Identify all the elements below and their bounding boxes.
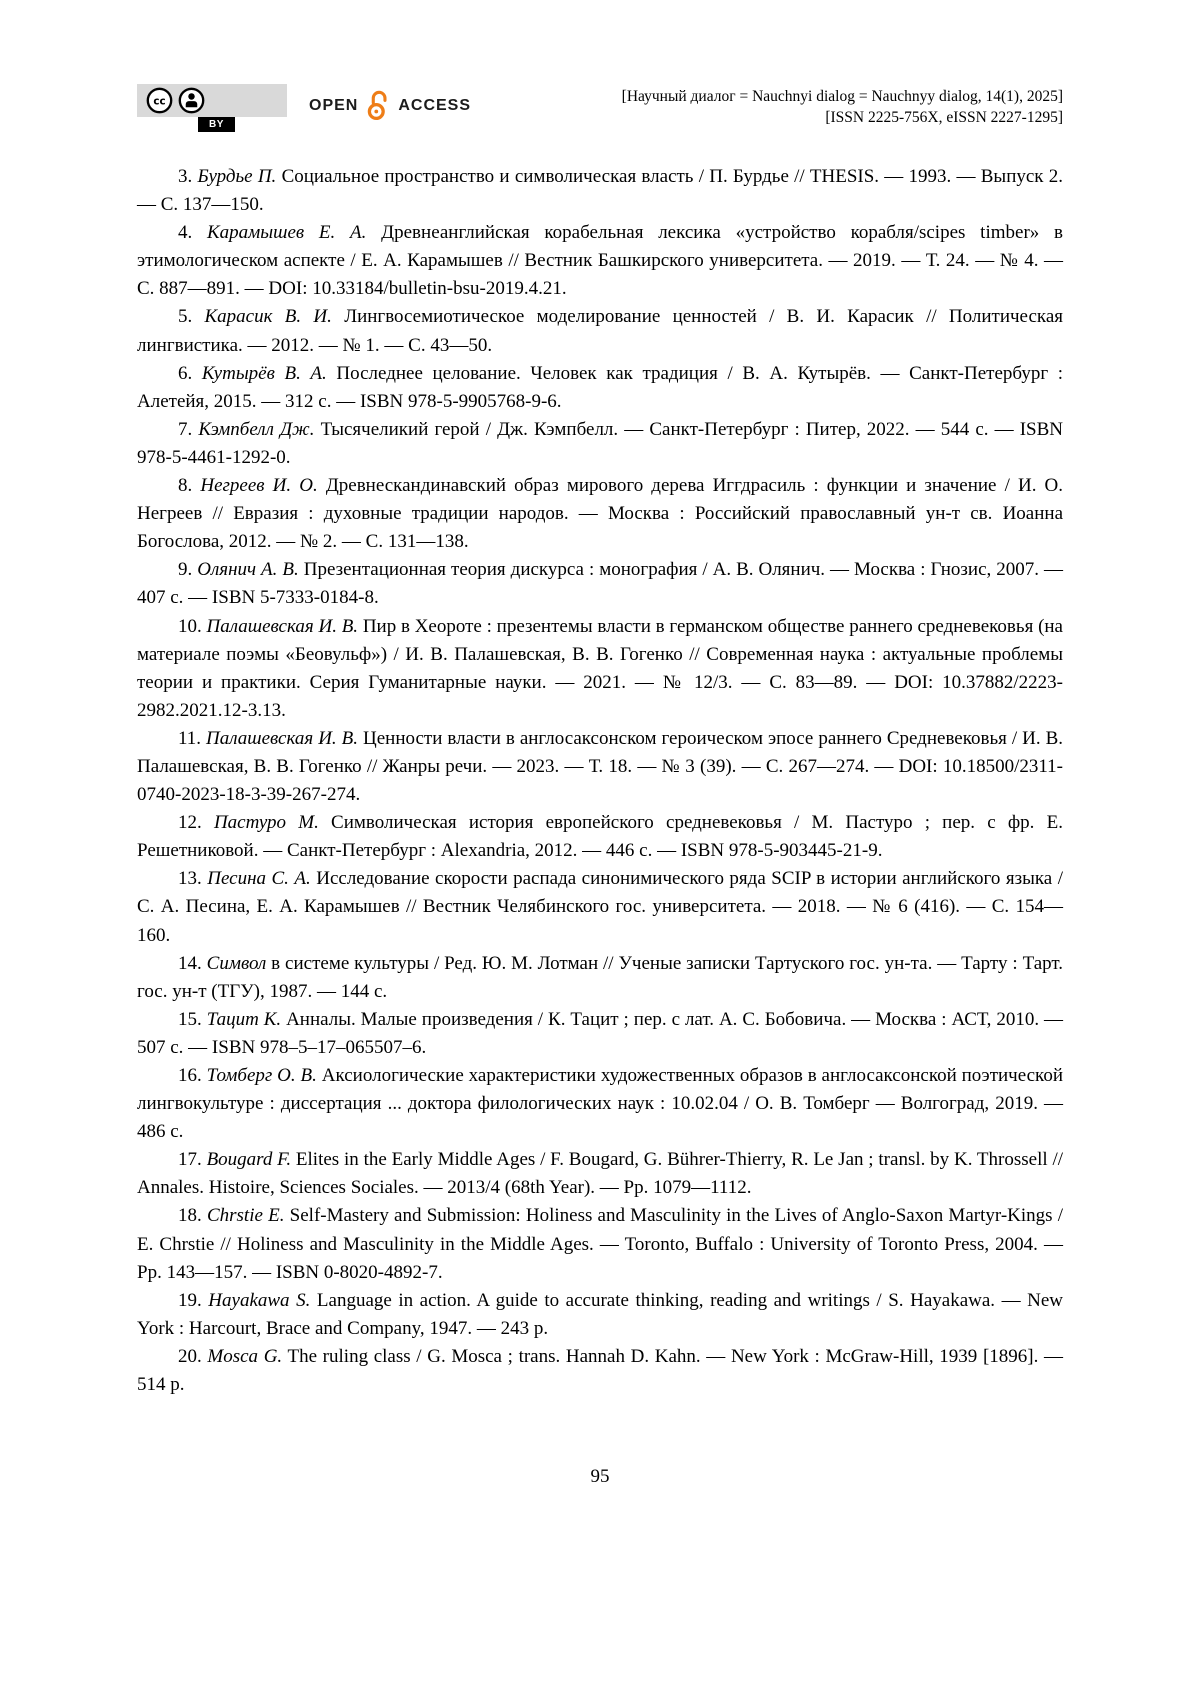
journal-issn-line: [ISSN 2225-756X, eISSN 2227-1295] bbox=[825, 109, 1063, 126]
reference-item bbox=[137, 360, 1063, 416]
reference-item bbox=[137, 1062, 1063, 1146]
reference-item bbox=[137, 1343, 1063, 1399]
reference-item bbox=[137, 303, 1063, 359]
reference-text: Древнескандинавский образ мирового дерева Иггдрасиль : функции и значение / И. О. Негреев // Евразия : духовные традиции народов. — Москва : Российский православный ун-т св. Иоанна Богослова, 2012. — № 2. — С. 131—138. bbox=[137, 475, 1064, 553]
reference-author: Карамышев Е. А. bbox=[207, 222, 367, 244]
cc-icon bbox=[146, 87, 173, 114]
reference-number: 16. bbox=[178, 1065, 202, 1086]
reference-text: Последнее целование. Человек как традиция / В. А. Кутырёв. — Санкт-Петербург : Алетейя, 2015. — 312 с. — ISBN 978-5-9905768-9-6. bbox=[137, 362, 1064, 412]
reference-number: 17. bbox=[178, 1149, 202, 1171]
reference-author: Карасик В. И. bbox=[204, 306, 332, 328]
reference-item bbox=[137, 219, 1063, 303]
reference-item bbox=[137, 865, 1063, 949]
reference-author: Пастуро М. bbox=[213, 812, 319, 834]
reference-text: Исследование скорости распада синонимического ряда SCIP в истории английского языка / С. А. Песина, Е. А. Карамышев // Вестник Челябинского гос. университета. — 2018. — № 6 (416). — С. 154—160. bbox=[137, 868, 1063, 946]
reference-text: Древнеанглийская корабельная лексика «устройство корабля/scipes timber» в этимологическом аспекте / Е. А. Карамышев // Вестник Башкирского университета. — 2019. — Т. 24. — № 4. — С. 887—891. — DOI: 10.33184/bulletin-bsu-2019.4.21. bbox=[137, 222, 1063, 300]
reference-author: Hayakawa S. bbox=[208, 1289, 311, 1311]
reference-text: Elites in the Early Middle Ages / F. Bougard, G. Bührer-Thierry, R. Le Jan ; transl. by K. Throssell // Annales. Histoire, Sciences Sociales. — 2013/4 (68th Year). — Pp. 1079—1112. bbox=[137, 1149, 1064, 1199]
reference-text: Тысячеликий герой / Дж. Кэмпбелл. — Санкт-Петербург : Питер, 2022. — 544 с. — ISBN 978-5-4461-1292-0. bbox=[137, 418, 1063, 468]
cc-badge-icons bbox=[137, 84, 287, 117]
reference-number: 4. bbox=[178, 222, 193, 244]
reference-item bbox=[137, 472, 1063, 556]
reference-author: Песина С. А. bbox=[207, 868, 311, 890]
journal-info bbox=[622, 86, 1063, 128]
cc-by-badge bbox=[137, 84, 287, 132]
reference-author: Палашевская И. В. bbox=[206, 615, 359, 637]
reference-number: 18. bbox=[178, 1205, 202, 1227]
person-icon bbox=[178, 87, 205, 114]
reference-number: 15. bbox=[178, 1008, 202, 1030]
journal-title-line: [Научный диалог = Nauchnyi dialog = Nauchnyy dialog, 14(1), 2025] bbox=[621, 88, 1063, 105]
reference-text: Социальное пространство и символическая власть / П. Бурдье // THESIS. — 1993. — Выпуск 2. — С. 137—150. bbox=[137, 166, 1064, 216]
reference-author: Бурдье П. bbox=[197, 166, 277, 187]
reference-text: Анналы. Малые произведения / К. Тацит ; пер. с лат. А. С. Бобовича. — Москва : АСТ, 2010. — 507 с. — ISBN 978–5–17–065507–6. bbox=[137, 1008, 1064, 1058]
reference-number: 8. bbox=[178, 475, 193, 497]
svg-text:cc: cc bbox=[153, 95, 166, 108]
reference-text: Лингвосемиотическое моделирование ценностей / В. И. Карасик // Политическая лингвистика. — 2012. — № 1. — С. 43—50. bbox=[137, 306, 1064, 356]
reference-author: Кутырёв В. А. bbox=[201, 362, 327, 384]
reference-author: Тацит К. bbox=[206, 1008, 282, 1030]
reference-text: в системе культуры / Ред. Ю. М. Лотман // Ученые записки Тартуского гос. ун-та. — Тарту : Тарт. гос. ун-т (ТГУ), 1987. — 144 с. bbox=[137, 952, 1064, 1002]
reference-number: 10. bbox=[178, 615, 202, 637]
reference-number: 13. bbox=[178, 868, 202, 890]
reference-number: 14. bbox=[178, 952, 202, 974]
reference-author: Символ bbox=[206, 952, 267, 974]
reference-number: 11. bbox=[178, 727, 202, 749]
reference-number: 6. bbox=[178, 362, 193, 384]
reference-item bbox=[137, 416, 1063, 472]
reference-item bbox=[137, 163, 1063, 219]
reference-item bbox=[137, 1146, 1063, 1202]
reference-item bbox=[137, 1006, 1063, 1062]
reference-author: Кэмпбелл Дж. bbox=[198, 418, 315, 440]
reference-number: 9. bbox=[178, 559, 193, 581]
references-list bbox=[137, 163, 1063, 1399]
reference-item bbox=[137, 950, 1063, 1006]
reference-text: Self-Mastery and Submission: Holiness and Masculinity in the Lives of Anglo-Saxon Martyr-Kings / E. Chrstie // Holiness and Masculinity in the Middle Ages. — Toronto, Buffalo : University of Toronto Press, 2004. — Pp. 143—157. — ISBN 0-8020-4892-7. bbox=[137, 1205, 1064, 1283]
reference-author: Томберг О. В. bbox=[206, 1065, 317, 1086]
reference-item bbox=[137, 556, 1063, 612]
reference-number: 7. bbox=[178, 418, 193, 440]
open-access-open-label: OPEN bbox=[309, 96, 359, 114]
reference-author: Bougard F. bbox=[206, 1149, 292, 1171]
reference-item bbox=[137, 809, 1063, 865]
reference-item bbox=[137, 613, 1063, 725]
reference-author: Mosca G. bbox=[207, 1345, 283, 1367]
page-number: 95 bbox=[590, 1466, 610, 1487]
reference-author: Chrstie E. bbox=[206, 1205, 285, 1227]
reference-text: Презентационная теория дискурса : монография / А. В. Олянич. — Москва : Гнозис, 2007. — 407 с. — ISBN 5-7333-0184-8. bbox=[137, 559, 1063, 609]
open-access-access-label: ACCESS bbox=[398, 96, 472, 114]
reference-author: Негреев И. О. bbox=[200, 475, 318, 497]
open-lock-icon bbox=[365, 90, 391, 121]
reference-number: 20. bbox=[178, 1345, 202, 1367]
reference-number: 12. bbox=[178, 812, 202, 834]
open-access-logo bbox=[309, 90, 471, 121]
reference-text: The ruling class / G. Mosca ; trans. Hannah D. Kahn. — New York : McGraw-Hill, 1939 [1896]. — 514 p. bbox=[137, 1345, 1063, 1396]
cc-by-label: BY bbox=[198, 117, 235, 132]
reference-number: 5. bbox=[178, 306, 193, 328]
page-header bbox=[137, 84, 1063, 132]
reference-item bbox=[137, 1202, 1063, 1286]
reference-text: Language in action. A guide to accurate thinking, reading and writings / S. Hayakawa. — New York : Harcourt, Brace and Company, 1947. — 243 p. bbox=[137, 1289, 1063, 1339]
reference-text: Пир в Хеороте : презентемы власти в германском обществе раннего средневековья (на материале поэмы «Беовульф») / И. В. Палашевская, В. В. Гогенко // Современная наука : актуальные проблемы теории и практики. Серия Гуманитарные науки. — 2021. — № 12/3. — С. 83—89. — DOI: 10.37882/2223-2982.2021.12-3.13. bbox=[137, 615, 1063, 721]
reference-text: Ценности власти в англосаксонском героическом эпосе раннего Средневековья / И. В. Палашевская, В. В. Гогенко // Жанры речи. — 2023. — Т. 18. — № 3 (39). — С. 267—274. — DOI: 10.18500/2311-0740-2023-18-3-39-267-274. bbox=[137, 727, 1063, 806]
reference-text: Символическая история европейского средневековья / М. Пастуро ; пер. с фр. Е. Решетниковой. — Санкт-Петербург : Alexandria, 2012. — 446 с. — ISBN 978-5-903445-21-9. bbox=[137, 812, 1063, 862]
reference-author: Олянич А. В. bbox=[197, 559, 299, 581]
reference-item bbox=[137, 725, 1063, 809]
reference-number: 3. bbox=[178, 166, 193, 187]
reference-number: 19. bbox=[178, 1289, 202, 1311]
reference-item bbox=[137, 1287, 1063, 1343]
reference-author: Палашевская И. В. bbox=[206, 727, 359, 749]
reference-text: Аксиологические характеристики художественных образов в англосаксонской поэтической лингвокультуре : диссертация ... доктора филологических наук : 10.02.04 / О. В. Томберг — Волгоград, 2019. — 486 с. bbox=[137, 1065, 1063, 1143]
